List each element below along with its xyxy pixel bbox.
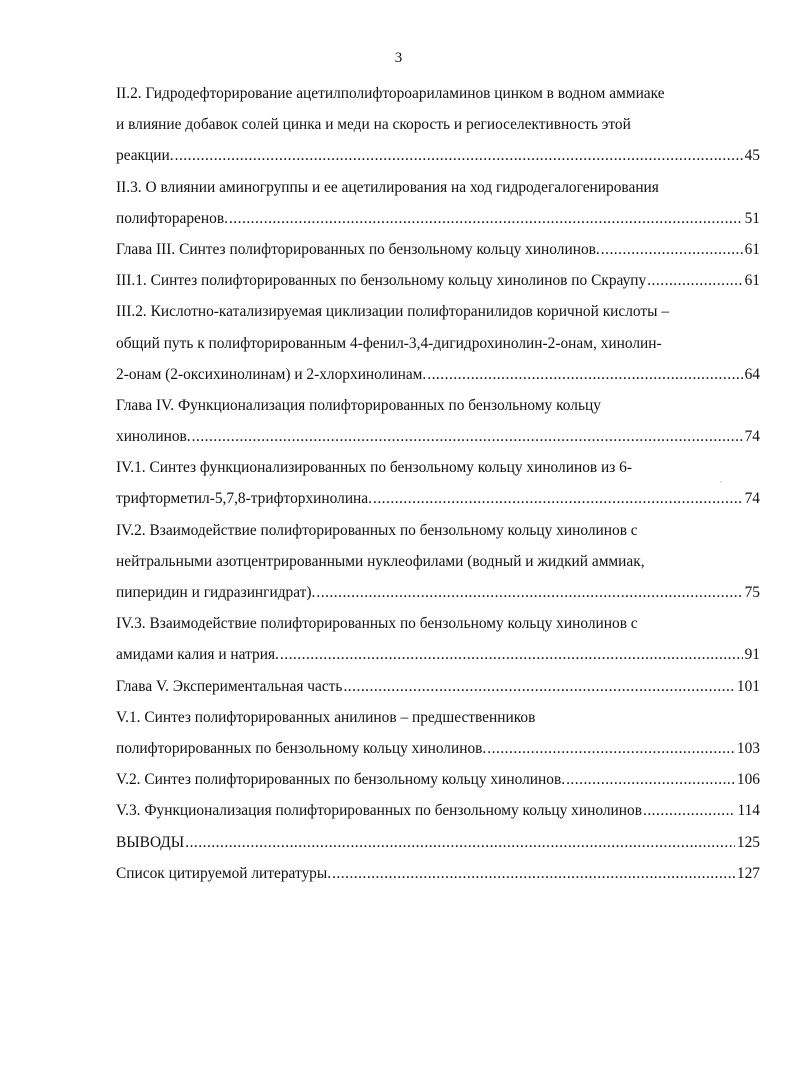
toc-entry-line: Глава IV. Функционализация полифторированных по бензольному кольцу <box>116 396 601 414</box>
toc-entry-line: II.2. Гидродефторирование ацетилполифтороариламинов цинком в водном аммиаке <box>116 85 665 102</box>
toc-entry-title: хинолинов. <box>116 428 191 446</box>
scan-speck: , <box>720 476 722 484</box>
toc-page-number: 91 <box>744 646 760 664</box>
dot-leader <box>192 421 743 452</box>
toc-entry[interactable] <box>116 858 760 889</box>
toc-page-number: 74 <box>744 490 760 508</box>
toc-entry-last-line <box>116 140 760 171</box>
dot-leader <box>185 827 735 858</box>
toc-entry[interactable] <box>116 452 760 514</box>
toc-page-number: 103 <box>736 739 760 757</box>
toc-entry-title: реакции. <box>116 147 174 165</box>
toc-page-number: 51 <box>744 209 760 227</box>
toc-entry-title: 2-онам (2-оксихинолинам) и 2-хлорхинолинам. <box>116 365 427 383</box>
toc-entry-last-line <box>116 639 760 670</box>
dot-leader <box>316 577 742 608</box>
toc-page-number: 45 <box>744 147 760 165</box>
toc-entry-line: и влияние добавок солей цинка и меди на скорость и региоселективность этой <box>116 116 631 134</box>
toc-page-number: 101 <box>736 677 760 695</box>
toc-entry-last-line <box>116 764 760 795</box>
toc-entry-line: V.1. Синтез полифторированных анилинов – предшественников <box>116 708 536 726</box>
toc-entry-title: трифторметил-5,7,8-трифторхинолина. <box>116 490 372 508</box>
dot-leader <box>427 359 742 390</box>
toc-entry[interactable] <box>116 671 760 702</box>
toc-entry[interactable] <box>116 265 760 296</box>
toc-entry-title: пиперидин и гидразингидрат). <box>116 584 316 601</box>
toc-entry[interactable] <box>116 827 760 858</box>
toc-entry-title: Глава III. Синтез полифторированных по бензольному кольцу хинолинов. <box>116 240 600 258</box>
toc-entry[interactable] <box>116 702 760 764</box>
toc-entry[interactable] <box>116 795 760 826</box>
toc-entry-title: полифторированных по бензольному кольцу хинолинов. <box>116 739 487 757</box>
toc-entry[interactable] <box>116 764 760 795</box>
toc-entry-line: II.3. О влиянии аминогруппы и ее ацетилирования на ход гидродегалогенирования <box>116 178 659 196</box>
toc-entry[interactable] <box>116 390 760 452</box>
toc-page-number: 64 <box>744 365 760 383</box>
toc-entry-title: полифтораренов. <box>116 209 228 227</box>
toc-entry-last-line <box>116 795 760 826</box>
toc-page-number: 127 <box>736 864 760 882</box>
toc-entry-last-line <box>116 671 760 702</box>
toc-page-number: 74 <box>744 428 760 446</box>
dot-leader <box>566 764 735 795</box>
table-of-contents <box>116 78 760 889</box>
toc-entry[interactable] <box>116 234 760 265</box>
toc-entry-last-line <box>116 234 760 265</box>
dot-leader <box>601 234 743 265</box>
toc-page-number: 61 <box>744 240 760 258</box>
toc-entry-title: амидами калия и натрия. <box>116 646 279 664</box>
toc-entry-last-line <box>116 359 760 390</box>
toc-entry-last-line <box>116 203 760 234</box>
toc-entry-title: V.2. Синтез полифторированных по бензольному кольцу хинолинов. <box>116 771 566 789</box>
dot-leader <box>332 858 735 889</box>
toc-entry-line: общий путь к полифторированным 4-фенил-3,4-дигидрохинолин-2-онам, хинолин- <box>116 334 662 352</box>
toc-entry-title: V.3. Функционализация полифторированных по бензольному кольцу хинолинов <box>116 802 642 820</box>
toc-entry-title: ВЫВОДЫ <box>116 833 185 851</box>
toc-entry[interactable] <box>116 172 760 234</box>
toc-entry-last-line <box>116 483 760 514</box>
toc-entry-line: нейтральными азотцентрированными нуклеофилами (водный и жидкий аммиак, <box>116 552 645 570</box>
toc-entry[interactable] <box>116 78 760 172</box>
toc-page-number: 106 <box>736 771 760 789</box>
toc-page-number: 61 <box>744 272 760 290</box>
toc-entry-line: IV.1. Синтез функционализированных по бензольному кольцу хинолинов из 6- <box>116 459 632 477</box>
toc-entry-title: Список цитируемой литературы. <box>116 864 332 882</box>
dot-leader <box>343 671 734 702</box>
toc-entry-last-line <box>116 827 760 858</box>
toc-entry-line: IV.3. Взаимодействие полифторированных по бензольному кольцу хинолинов с <box>116 615 638 633</box>
page-number: 3 <box>394 50 403 66</box>
toc-entry-last-line <box>116 265 760 296</box>
toc-page-number: 114 <box>737 802 760 820</box>
toc-entry[interactable] <box>116 608 760 670</box>
dot-leader <box>373 483 743 514</box>
dot-leader <box>229 203 743 234</box>
toc-entry-title: Глава V. Экспериментальная часть <box>116 677 343 695</box>
toc-entry[interactable] <box>116 296 760 390</box>
toc-entry-last-line <box>116 577 760 608</box>
toc-entry-title: III.1. Синтез полифторированных по бензольному кольцу хинолинов по Скраупу <box>116 272 647 290</box>
dot-leader <box>643 795 736 826</box>
toc-entry-line: III.2. Кислотно-катализируемая циклизации полифторанилидов коричной кислоты – <box>116 303 670 321</box>
toc-entry[interactable] <box>116 515 760 609</box>
dot-leader <box>647 265 742 296</box>
toc-page-number: 125 <box>736 833 760 851</box>
dot-leader <box>175 140 743 171</box>
toc-entry-last-line <box>116 733 760 764</box>
dot-leader <box>280 639 743 670</box>
toc-entry-line: IV.2. Взаимодействие полифторированных по бензольному кольцу хинолинов с <box>116 521 638 539</box>
toc-entry-last-line <box>116 421 760 452</box>
toc-page-number: 75 <box>744 584 760 601</box>
dot-leader <box>487 733 735 764</box>
toc-entry-last-line <box>116 858 760 889</box>
